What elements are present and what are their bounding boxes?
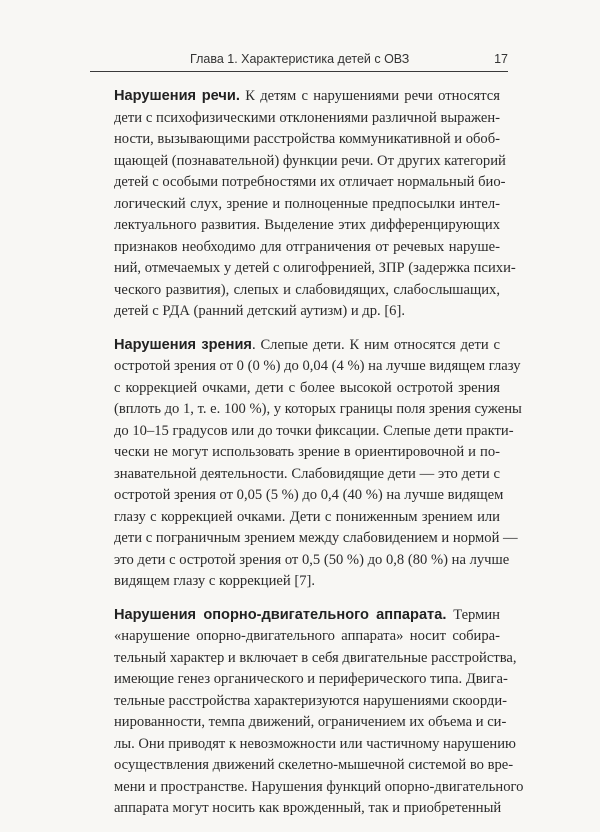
text-line: ности, вызывающими расстройства коммуникативной и обоб-	[114, 131, 501, 147]
page-number: 17	[494, 52, 508, 66]
text-line: лектуального развития. Выделение этих дифференцирующих	[114, 217, 500, 233]
text-line: видящем глазу с коррекцией [7].	[114, 573, 315, 589]
text-line: ний, отмечаемых у детей с олигофренией, ЗПР (задержка психи-	[114, 260, 516, 276]
text-line: с коррекцией очками, дети с более высокой остротой зрения	[114, 379, 500, 396]
text-line: остротой зрения от 0,05 (5 %) до 0,4 (40 %) на лучше видящем	[114, 487, 504, 503]
text-line: дети с пограничным зрением между слабовидением и нормой —	[114, 530, 518, 546]
paragraph-heading: Нарушения опорно-двигательного аппарата.	[114, 606, 447, 623]
text-line: «нарушение опорно-двигательного аппарата» носит собира-	[114, 628, 500, 644]
text-line: мени и пространстве. Нарушения функций опорно-двигательного	[114, 778, 524, 795]
text-line: щающей (познавательной) функции речи. От других категорий	[114, 152, 506, 169]
header-rule	[90, 71, 508, 72]
paragraph-vision-disorders	[90, 335, 522, 593]
text-line: имеющие генез органического и периферического типа. Двига-	[114, 671, 508, 687]
text-line: тельные расстройства характеризуются нарушениями скоорди-	[114, 692, 508, 709]
text-line: остротой зрения от 0 (0 %) до 0,04 (4 %) на лучше видящем глазу	[114, 358, 521, 374]
text-line: знавательной деятельности. Слабовидящие дети — это дети с	[114, 465, 500, 482]
text-line: признаков необходимо для отграничения от речевых наруше-	[114, 238, 500, 255]
text-line: (вплоть до 1, т. е. 100 %), у которых границы поля зрения сужены	[114, 401, 522, 417]
chapter-title: Глава 1. Характеристика детей с ОВЗ	[190, 52, 410, 66]
text-line: Нарушения опорно-двигательного аппарата. Термин	[114, 606, 500, 623]
text-line: до 10–15 градусов или до точки фиксации. Слепые дети практи-	[114, 422, 514, 439]
text-line: детей с особыми потребностями их отличает нормальный био-	[114, 174, 506, 190]
text-line: Нарушения речи. К детям с нарушениями речи относятся	[114, 88, 500, 104]
paragraph-heading: Нарушения речи.	[114, 88, 240, 104]
text-line: лы. Они приводят к невозможности или частичному нарушению	[114, 735, 516, 752]
text-line: дети с психофизическими отклонениями различной выражен-	[114, 109, 500, 126]
text-line: это дети с остротой зрения от 0,5 (50 %) до 0,8 (80 %) на лучше	[114, 551, 510, 568]
paragraph-speech-disorders	[90, 86, 516, 323]
text-line: нированности, темпа движений, ограничением их объема и си-	[114, 714, 507, 730]
text-line: глазу с коррекцией очками. Дети с пониженным зрением или	[114, 508, 500, 525]
body-text	[90, 86, 524, 832]
paragraph-musculoskeletal-disorders	[90, 605, 524, 820]
text-line: логический слух, зрение и полноценные предпосылки интел-	[114, 195, 500, 212]
text-line: чески не могут использовать зрение в ориентировочной и по-	[114, 444, 500, 460]
text-line: ческого развития), слепых и слабовидящих, слабослышащих,	[114, 281, 500, 298]
text-line: Нарушения зрения. Слепые дети. К ним относятся дети с	[114, 336, 500, 353]
text-line: аппарата могут носить как врожденный, так и приобретенный	[114, 800, 502, 816]
text-line: детей с РДА (ранний детский аутизм) и др. [6].	[114, 303, 405, 319]
text-line: осуществления движений скелетно-мышечной системой во вре-	[114, 757, 514, 773]
text-line: тельный характер и включает в себя двигательные расстройства,	[114, 649, 517, 666]
paragraph-heading: Нарушения зрения	[114, 336, 252, 353]
